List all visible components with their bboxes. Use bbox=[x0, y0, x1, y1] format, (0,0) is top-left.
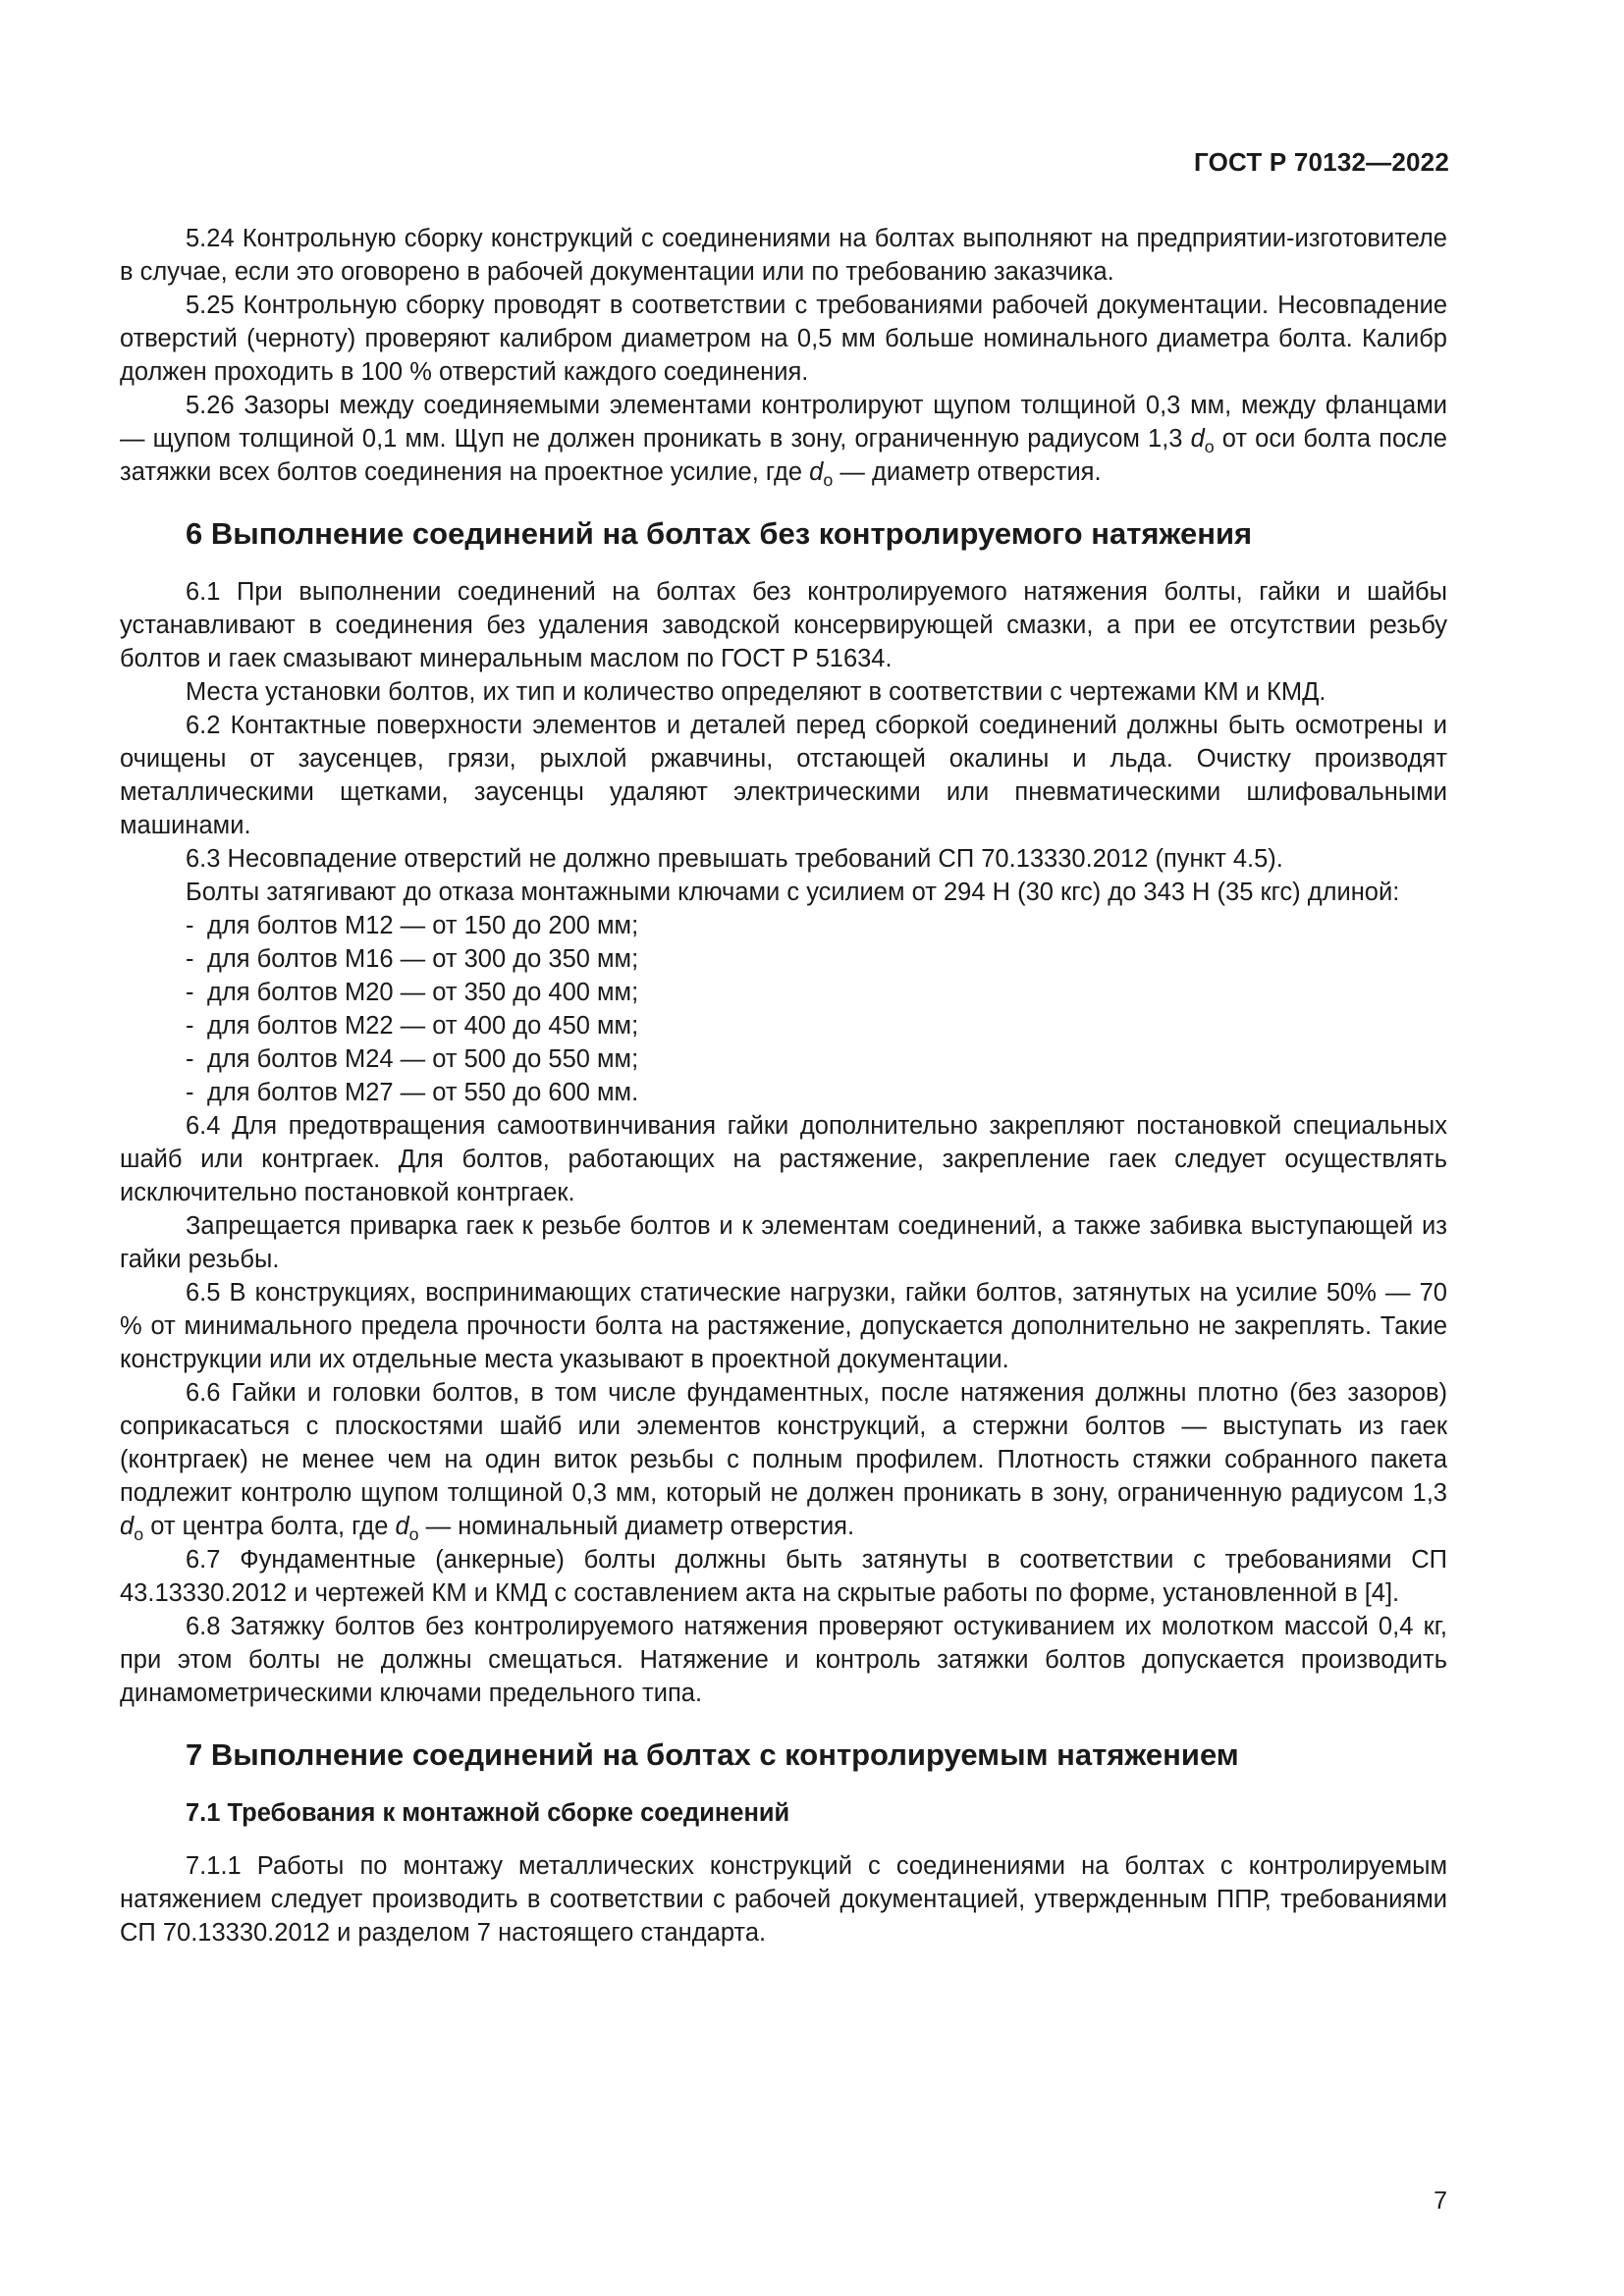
var-d: d bbox=[395, 1513, 409, 1540]
list-item-text: для болтов М24 — от 500 до 550 мм; bbox=[207, 1045, 639, 1073]
list-item-text: для болтов М20 — от 350 до 400 мм; bbox=[207, 979, 639, 1006]
dash-marker: - bbox=[186, 1045, 194, 1073]
page-number: 7 bbox=[1434, 2187, 1447, 2215]
bolt-length-list bbox=[120, 909, 1447, 1109]
var-subscript: о bbox=[1204, 437, 1215, 456]
dash-marker: - bbox=[186, 912, 194, 939]
paragraph-5-24: 5.24 Контрольную сборку конструкций с соединениями на болтах выполняют на предприятии-изготовителе в случае, если это оговорено в рабочей документации или по требованию заказчика. bbox=[120, 225, 1447, 286]
list-item bbox=[186, 909, 1447, 942]
var-d: d bbox=[1190, 425, 1205, 453]
var-d: d bbox=[120, 1513, 135, 1540]
list-item-text: для болтов М12 — от 150 до 200 мм; bbox=[207, 912, 639, 939]
section-6-heading: 6 Выполнение соединений на болтах без контролируемого натяжения bbox=[186, 516, 1253, 551]
list-item bbox=[186, 942, 1447, 976]
paragraph-6-7: 6.7 Фундаментные (анкерные) болты должны быть затянуты в соответствии с требованиями СП 43.13330.2012 и чертежей КМ и КМД с составлением акта на скрытые работы по форме, установленной в [4]. bbox=[120, 1546, 1447, 1607]
subsection-7-1-heading: 7.1 Требования к монтажной сборке соединений bbox=[186, 1799, 790, 1827]
paragraph-6-3: 6.3 Несовпадение отверстий не должно превышать требований СП 70.13330.2012 (пункт 4.5). bbox=[186, 845, 1283, 873]
var-subscript: о bbox=[823, 470, 834, 490]
text-segment: — номинальный диаметр отверстия. bbox=[418, 1513, 855, 1540]
dash-marker: - bbox=[186, 1012, 194, 1040]
list-item bbox=[186, 1009, 1447, 1042]
paragraph-5-26 bbox=[120, 389, 1447, 489]
text-segment: от оси болта после затяжки всех болтов соединения на проектное усилие, где bbox=[120, 425, 1447, 486]
paragraph-6-3b: Болты затягивают до отказа монтажными ключами с усилием от 294 Н (30 кгс) до 343 Н (35 кгс) длиной: bbox=[186, 879, 1400, 906]
list-item bbox=[186, 976, 1447, 1009]
dash-marker: - bbox=[186, 979, 194, 1006]
section-7-heading: 7 Выполнение соединений на болтах с контролируемым натяжением bbox=[186, 1737, 1239, 1772]
dash-marker: - bbox=[186, 945, 194, 973]
paragraph-6-5: 6.5 В конструкциях, воспринимающих статические нагрузки, гайки болтов, затянутых на усилие 50% — 70 % от минимального предела прочности болта на растяжение, допускается дополнительно не закреплять. Такие конструкции или их отдельные места указывают в проектной документации. bbox=[120, 1279, 1447, 1373]
paragraph-7-1-1: 7.1.1 Работы по монтажу металлических конструкций с соединениями на болтах с контролируемым натяжением следует производить в соответствии с рабочей документацией, утвержденным ППР, требованиями СП 70.13330.2012 и разделом 7 настоящего стандарта. bbox=[120, 1852, 1447, 1947]
text-segment: — диаметр отверстия. bbox=[833, 458, 1102, 486]
paragraph-6-8: 6.8 Затяжку болтов без контролируемого натяжения проверяют остукиванием их молотком массой 0,4 кг, при этом болты не должны смещаться. Натяжение и контроль затяжки болтов допускается производить динамометрическими ключами предельного типа. bbox=[120, 1613, 1447, 1707]
paragraph-5-25: 5.25 Контрольную сборку проводят в соответствии с требованиями рабочей документации. Несовпадение отверстий (черноту) проверяют калибром диаметром на 0,5 мм больше номинального диаметра болта. Калибр должен проходить в 100 % отверстий каждого соединения. bbox=[120, 292, 1447, 386]
document-body bbox=[120, 222, 1447, 1949]
var-subscript: о bbox=[134, 1524, 144, 1544]
paragraph-6-4: 6.4 Для предотвращения самоотвинчивания гайки дополнительно закрепляют постановкой специальных шайб или контргаек. Для болтов, работающих на растяжение, закрепление гаек следует осуществлять исключительно постановкой контргаек. bbox=[120, 1112, 1447, 1206]
list-item-text: для болтов М22 — от 400 до 450 мм; bbox=[207, 1012, 639, 1040]
list-item bbox=[186, 1076, 1447, 1109]
paragraph-6-1: 6.1 При выполнении соединений на болтах без контролируемого натяжения болты, гайки и шайбы устанавливают в соединения без удаления заводской консервирующей смазки, а при ее отсутствии резьбу болтов и гаек смазывают минеральным маслом по ГОСТ Р 51634. bbox=[120, 578, 1447, 672]
paragraph-6-6 bbox=[120, 1376, 1447, 1543]
text-segment: 5.26 Зазоры между соединяемыми элементами контролируют щупом толщиной 0,3 мм, между фланцами — щупом толщиной 0,1 мм. Щуп не должен проникать в зону, ограниченную радиусом 1,3 bbox=[120, 392, 1447, 453]
text-segment: от центра болта, где bbox=[143, 1513, 396, 1540]
paragraph-6-2: 6.2 Контактные поверхности элементов и деталей перед сборкой соединений должны быть осмотрены и очищены от заусенцев, грязи, рыхлой ржавчины, отстающей окалины и льда. Очистку производят металлическими щетками, заусенцы удаляют электрическими или пневматическими шлифовальными машинами. bbox=[120, 712, 1447, 839]
var-d: d bbox=[809, 458, 824, 486]
paragraph-6-4b: Запрещается приварка гаек к резьбе болтов и к элементам соединений, а также забивка выступающей из гайки резьбы. bbox=[120, 1212, 1447, 1273]
list-item bbox=[186, 1042, 1447, 1076]
list-item-text: для болтов М27 — от 550 до 600 мм. bbox=[207, 1079, 639, 1106]
text-segment: 6.6 Гайки и головки болтов, в том числе фундаментных, после натяжения должны плотно (без зазоров) соприкасаться с плоскостями шайб или элементов конструкций, а стержни болтов — выступать из гаек (контргаек) не менее чем на один виток резьбы с полным профилем. Плотность стяжки собранного пакета подлежит контролю щупом толщиной 0,3 мм, который не должен проникать в зону, ограниченную радиусом 1,3 bbox=[120, 1379, 1447, 1507]
document-code-header: ГОСТ Р 70132—2022 bbox=[1194, 147, 1449, 177]
paragraph-6-1b: Места установки болтов, их тип и количество определяют в соответствии с чертежами КМ и КМД. bbox=[186, 678, 1326, 706]
dash-marker: - bbox=[186, 1079, 194, 1106]
list-item-text: для болтов М16 — от 300 до 350 мм; bbox=[207, 945, 639, 973]
var-subscript: о bbox=[408, 1524, 419, 1544]
